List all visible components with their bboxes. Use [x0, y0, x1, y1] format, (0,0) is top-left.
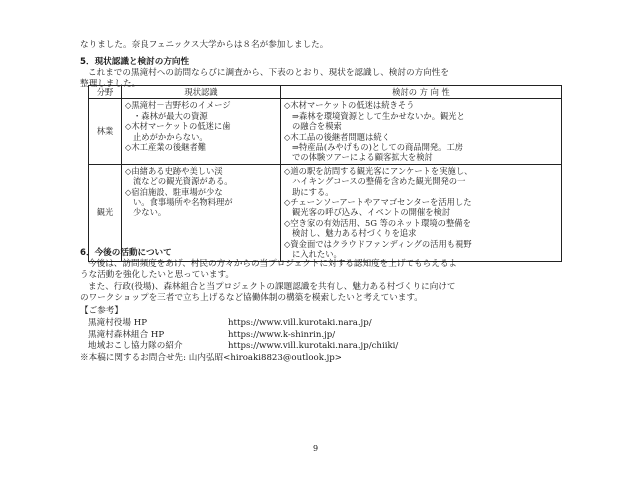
- direction-item: ◇木工品の後継者問題は続く: [284, 131, 390, 142]
- current-item: ◇木工産業の後継者難: [125, 142, 207, 153]
- direction-item: 助にする。: [292, 186, 334, 197]
- current-item: ◇宿泊施設、駐車場が少な: [125, 186, 223, 197]
- status-direction-table: [88, 85, 562, 262]
- reference-link[interactable]: https://www.k-shinrin.jp/: [228, 330, 336, 340]
- references-heading: 【ご参考】: [80, 306, 123, 316]
- direction-item: ◇空き家の有効活用、5G 等のネット環境の整備を: [284, 217, 471, 228]
- header-current: 現状認識: [122, 86, 281, 99]
- section6-heading: 6．今後の活動について: [80, 248, 172, 258]
- row-category: 観光: [89, 164, 122, 261]
- current-item: 流などの観光資源がある。: [133, 176, 233, 187]
- direction-item: 観光客の呼び込み、イベントの開催を検討: [292, 207, 451, 218]
- reference-link[interactable]: https://www.vill.kurotaki.nara.jp/: [228, 318, 372, 328]
- current-item: 止めがかからない。: [133, 131, 208, 142]
- reference-link[interactable]: https://www.vill.kurotaki.nara.jp/chiiki/: [228, 341, 399, 351]
- section6-body-line: 今後は、訪問頻度をあげ、村民の方々からの当プロジェクトに対する認知度を上げてもらえるよ: [88, 259, 458, 269]
- section6-body-line: うな活動を強化したいと思っています。: [80, 270, 235, 280]
- section5-body-line: 整理しました。: [80, 79, 141, 89]
- intro-line: なりました。奈良フェニックス大学からは８名が参加しました。: [80, 40, 329, 50]
- row-direction: [281, 164, 562, 261]
- table-row: [89, 164, 562, 261]
- current-item: ◇由緒ある史跡や美しい渓: [125, 165, 223, 176]
- row-current: [122, 99, 281, 164]
- direction-item: ◇資金面ではクラウドファンディングの活用も視野: [284, 238, 472, 249]
- row-current: [122, 164, 281, 261]
- contact-line: ※本稿に関するお問合せ先: 山内弘昭<hiroaki8823@outlook.jp>: [80, 353, 343, 363]
- row-direction: [281, 99, 562, 164]
- direction-item: ◇道の駅を訪問する観光客にアンケートを実施し、: [284, 165, 473, 176]
- direction-item: ◇木材マーケットの低迷は続きそう: [284, 100, 415, 111]
- direction-item: 検討し、魅力ある村づくりを追求: [292, 228, 417, 239]
- reference-label: 黒滝村森林組合 HP: [88, 330, 165, 340]
- header-direction: 検討の 方 向 性: [281, 86, 562, 99]
- header-field: 分野: [89, 86, 122, 99]
- direction-item: ⇒森林を環境資源として生かせないか。観光と: [292, 110, 465, 121]
- direction-item: ◇チェーンソーアートやアマゴセンターを活用した: [284, 197, 472, 208]
- reference-label: 地域おこし協力隊の紹介: [88, 341, 183, 351]
- page-number: 9: [313, 444, 319, 453]
- section6-body-line: また、行政(役場)、森林組合と当プロジェクトの課題認識を共有し、魅力ある村づくりに向けて: [88, 282, 456, 292]
- table-row: [89, 99, 562, 164]
- current-item: ◇木材マーケットの低迷に歯: [125, 121, 231, 132]
- current-item: い。食事場所や名物料理が: [133, 197, 233, 208]
- section6-body-line: のワークショップを三者で立ち上げるなど協働体制の構築を模索したいと考えています。: [80, 293, 423, 303]
- direction-item: に入れたい。: [292, 249, 342, 260]
- current-item: ・森林が最大の資源: [133, 110, 208, 121]
- direction-item: の融合を模索: [292, 121, 342, 132]
- current-item: ◇黒滝村－吉野杉のイメージ: [125, 100, 231, 111]
- section5-body-line: これまでの黒滝村への訪問ならびに調査から、下表のとおり、現状を認識し、検討の方向性を: [88, 68, 449, 78]
- row-category: 林業: [89, 99, 122, 164]
- current-item: 少ない。: [133, 207, 167, 218]
- reference-label: 黒滝村役場 HP: [88, 318, 147, 328]
- section5-heading: 5．現状認識と検討の方向性: [80, 57, 190, 67]
- direction-item: での体験ツアーによる顧客拡大を検討: [292, 152, 433, 163]
- direction-item: ハイキングコースの整備を含めた観光開発の一: [292, 176, 466, 187]
- direction-item: ⇒特産品(みやげもの)としての商品開発。工房: [292, 142, 464, 153]
- table-header-row: [89, 86, 562, 99]
